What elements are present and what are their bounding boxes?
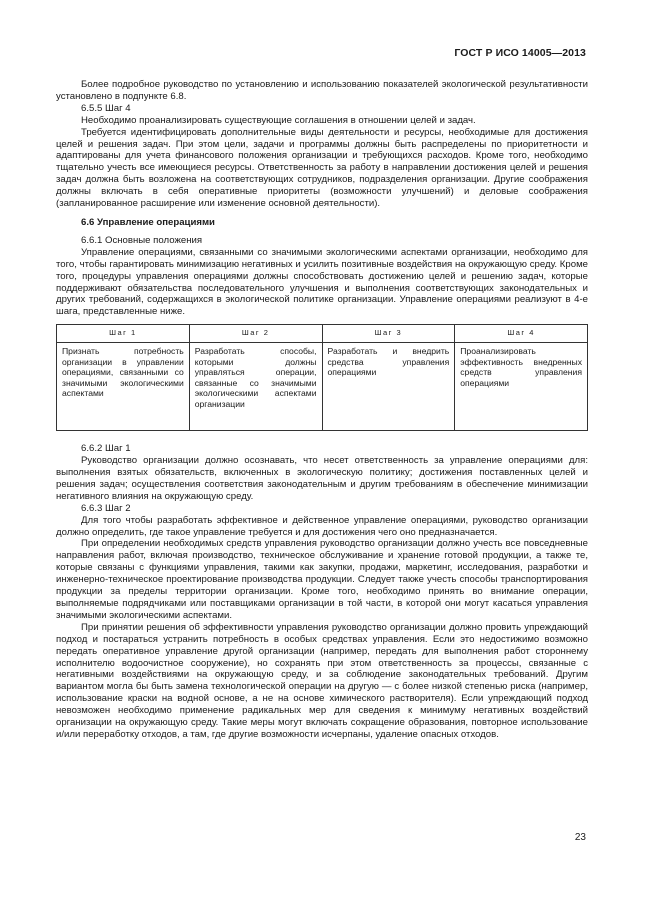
paragraph: Управление операциями, связанными со значимыми экологическими аспектами организации, необходимо для того, чтобы гарантировать минимизацию негативных и усилить позитивные воздействия на окружающую среду. Кроме того, процедуры управления операциями должны способствовать достижению целей и решению задач, которые поддерживают обязательства последовательного улучшения и выполнения соответствующих законодательных и других требований, содержащихся в экологической политике организации. Управление операциями реализуют в 4-е шага, представленные ниже. bbox=[56, 246, 588, 318]
paragraph: При определении необходимых средств управления руководство организации должно учесть все повседневные направления работ, включая производство, техническое обслуживание и хранение готовой продукции, а также те, которые связаны с функциями управления, такими как закупки, продажи, маркетинг, исследования, разработки и инженерно-техническое проектирование производства продукции. Следует также учесть способы транспортирования продукции за пределы территории организации. Кроме того, необходимо принять во внимание операции, выполняемые подрядчиками или поставщиками организации в той части, в которой они могут касаться управления значимыми экологическими аспектами. bbox=[56, 538, 588, 621]
step-heading: 6.6.3 Шаг 2 bbox=[81, 502, 131, 514]
paragraph: Более подробное руководство по установлению и использованию показателей экологической результативности установлено в подпункте 6.8. bbox=[56, 79, 588, 102]
table-cell-step-3: Разработать и внедрить средства управления операциями bbox=[322, 343, 455, 431]
subsection-heading: 6.6.1 Основные положения bbox=[81, 234, 203, 246]
standard-header: ГОСТ Р ИСО 14005—2013 bbox=[454, 47, 586, 59]
paragraph: Необходимо проанализировать существующие соглашения в отношении целей и задач. bbox=[81, 114, 476, 126]
table-cell-step-2: Разработать способы, которыми должны управляться операции, связанные со значимыми экологическими аспектами организации bbox=[189, 343, 322, 431]
steps-table bbox=[56, 324, 588, 431]
paragraph: Требуется идентифицировать дополнительные виды деятельности и ресурсы, необходимые для достижения целей и решения задач. При этом цели, задачи и программы должны быть распределены по приоритетности и адаптированы для учета финансового положения организации и требующихся расходов. Кроме того, необходимо тщательно учесть все имеющиеся ресурсы. Ответственность за работу в направлении достижения целей и решения задач должна быть возложена на соответствующих сотрудников, подразделения организации. Другие соображения должны включать в себя оперативные приоритеты (возможности улучшений) и деловые соображения (запланированное расширение или изменение основной деятельности). bbox=[56, 126, 588, 210]
page-number: 23 bbox=[574, 832, 586, 843]
table-header-step-4: Шаг 4 bbox=[455, 325, 588, 343]
step-heading: 6.6.2 Шаг 1 bbox=[81, 443, 131, 455]
paragraph: Для того чтобы разработать эффективное и действенное управление операциями, руководство организации должно определить, где такое управление требуется и для достижения чего оно предназначается. bbox=[56, 514, 588, 538]
table-cell-step-1: Признать потребность организации в управлении операциями, связанными со значимыми экологическими аспектами bbox=[57, 343, 190, 431]
table-header-step-2: Шаг 2 bbox=[189, 325, 322, 343]
table-header-step-1: Шаг 1 bbox=[57, 325, 190, 343]
page-content bbox=[56, 79, 588, 741]
section-title: 6.6 Управление операциями bbox=[81, 216, 215, 228]
table-cell-step-4: Проанализировать эффективность внедренных средств управления операциями bbox=[455, 343, 588, 431]
paragraph: Руководство организации должно осознавать, что несет ответственность за управление операциями для: выполнения взятых обязательств, включенных в экологическую политику; достижения поставленных целей и решения задач; осуществления соответствия законодательным и другим требованиям в обеспечение минимизации негативного влияния на окружающую среду. bbox=[56, 455, 588, 502]
table-header-step-3: Шаг 3 bbox=[322, 325, 455, 343]
paragraph: При принятии решения об эффективности управления руководство организации должно провить упреждающий подход и постараться устранить потребность в особых средствах управления. Если это недостижимо возможно передать оперативное управление другой организации (например, передать для выполнения работ стороннему исполнителю водоочистное сооружение), но сохранять при этом ответственность за процессы, связанные с негативными воздействиями на окружающую среду, и за соблюдение законодательных требований. Другим вариантом могла бы быть замена технологической операции на другую — с более низкой степенью риска (например, использование краски на водной основе, а не на основе химического растворителя). Если упреждающий подход невозможен необходимо применение радикальных мер для сведения к минимуму негативных воздействий организации на окружающую среду. Такие меры могут включать сокращение образования, повторное использование и/или переработку отходов, а там, где другие возможности исчерпаны, удаление опасных отходов. bbox=[56, 621, 588, 740]
step-heading: 6.5.5 Шаг 4 bbox=[81, 102, 131, 114]
